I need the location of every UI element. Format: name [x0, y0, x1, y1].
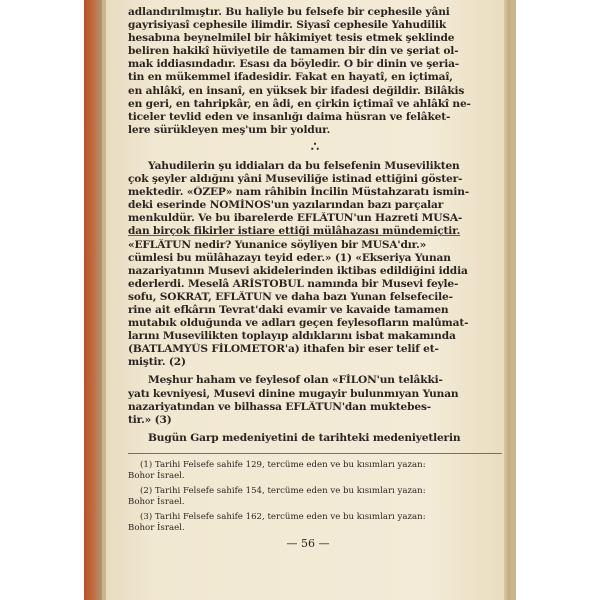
text-line: tin en mükemmel ifadesidir. Fakat en hayatî, en içtimaî, [128, 71, 453, 84]
text-line: ederlerdi. Meselâ ARİSTOBUL namında bir Musevi feyle- [128, 277, 459, 290]
text-line: miştir. (2) [128, 356, 186, 369]
paragraph-4 [128, 432, 502, 445]
footnote-author: Bohor İsrael. [128, 497, 185, 508]
text-line: rine ait efkârın Tevrat'daki evamir ve kavaide tamamen [128, 303, 449, 316]
page-edge [504, 0, 510, 600]
text-line: mektedir. «ÖZEP» nam râhibin İncilin Müstahzaratı ismin- [128, 186, 470, 199]
text-line: larını Musevilikten toplayıp aldıklarını isbat makamında [128, 330, 456, 343]
paragraph-1 [128, 6, 502, 137]
text-line: menkuldür. Ve bu ibarelerde EFLÂTUN'un Hazreti MUSA- [128, 212, 463, 225]
text-line: lere sürükleyen meş'um bir yoldur. [128, 123, 331, 136]
text-line: adlandırılmıştır. Bu haliyle bu felsefe bir cephesile yâni [128, 6, 450, 18]
text-line: Bugün Garp medeniyetini de tarihteki medeniyetlerin [148, 431, 461, 444]
text-line: mutabık olduğunda ve adları geçen feylesofların malûmat- [128, 317, 469, 330]
text-line: nazariyatının Musevi akidelerinden iktibas edildiğini iddia [128, 264, 468, 277]
text-line: «EFLÂTUN nedir? Yunanice söyliyen bir MUSA'dır.» [128, 238, 427, 251]
text-line: mak iddiasındadır. Esası da böyledir. O bir dinin ve şeria- [128, 58, 460, 71]
footnote-divider [128, 453, 502, 454]
footnote-author: Bohor İsrael. [128, 523, 185, 534]
text-line: deki eserinde NOMİNOS'un yazılarından bazı parçalar [128, 199, 444, 212]
book [84, 0, 516, 600]
footnote-3 [128, 512, 502, 535]
text-line: cümlesi bu mülâhazayı teyid eder.» (1) «Ekseriya Yunan [128, 251, 451, 264]
footnote-text: (2) Tarihi Felsefe sahife 154, tercüme eden ve bu kısımları yazan: [140, 485, 426, 496]
footnote-2 [128, 486, 502, 509]
text-line: beliren hakikî hüviyetile de tamamen bir din ve şeriat ol- [128, 45, 459, 58]
footnote-text: (3) Tarihi Felsefe sahife 162, tercüme eden ve bu kısımları yazan: [140, 511, 426, 522]
paragraph-2 [128, 160, 502, 370]
text-line: Meşhur haham ve feylesof olan «FİLON'un telâkki- [148, 374, 443, 387]
page-number: — 56 — [286, 537, 330, 550]
text-line: gayrisiyasî cephesile ilimdir. Siyasî cephesile Yahudilik [128, 19, 447, 32]
paragraph-3 [128, 374, 502, 426]
underlined-text-line: dan birçok fikirler istiare ettiği mülâhazası mündemiçtir. [128, 225, 461, 238]
text-line: hesabına beynelmilel bir hâkimiyet tesis etmek şeklinde [128, 32, 455, 45]
book-page [106, 0, 510, 600]
text-line: çok şeyler aldığını yâni Museviliğe istinad ettiğini göster- [128, 173, 463, 186]
text-line: Yahudilerin şu iddiaları da bu felsefenin Musevilikten [148, 159, 460, 172]
text-line: sofu, SOKRAT, EFLÂTUN ve daha bazı Yunan felsefecile- [128, 290, 453, 303]
text-line: ticeler tevlid eden ve insanlığı daima hüsran ve felâket- [128, 110, 451, 123]
section-separator: ∴ [310, 139, 320, 155]
text-line: (BATLAMYÜS FİLOMETOR'a) ithafen bir eser telif et- [128, 343, 439, 356]
text-line: en geri, en tahripkâr, en âdi, en çirkin içtimaî ve ahlâkî ne- [128, 97, 471, 110]
footnote-text: (1) Tarihi Felsefe sahife 129, tercüme eden ve bu kısımları yazan: [140, 459, 426, 470]
book-spine [84, 0, 102, 600]
footnote-1 [128, 460, 502, 483]
text-line: yatı kevniyesi, Musevi dinine mugayir bulunmıyan Yunan [128, 387, 459, 400]
text-line: en ahlâkî, en insanî, en yüksek bir ifadesi değildir. Bilâkis [128, 84, 465, 97]
text-line: tir.» (3) [128, 413, 172, 426]
footnote-author: Bohor İsrael. [128, 471, 185, 482]
text-line: nazariyatından ve bilhassa EFLÂTUN'dan muktebes- [128, 400, 432, 413]
